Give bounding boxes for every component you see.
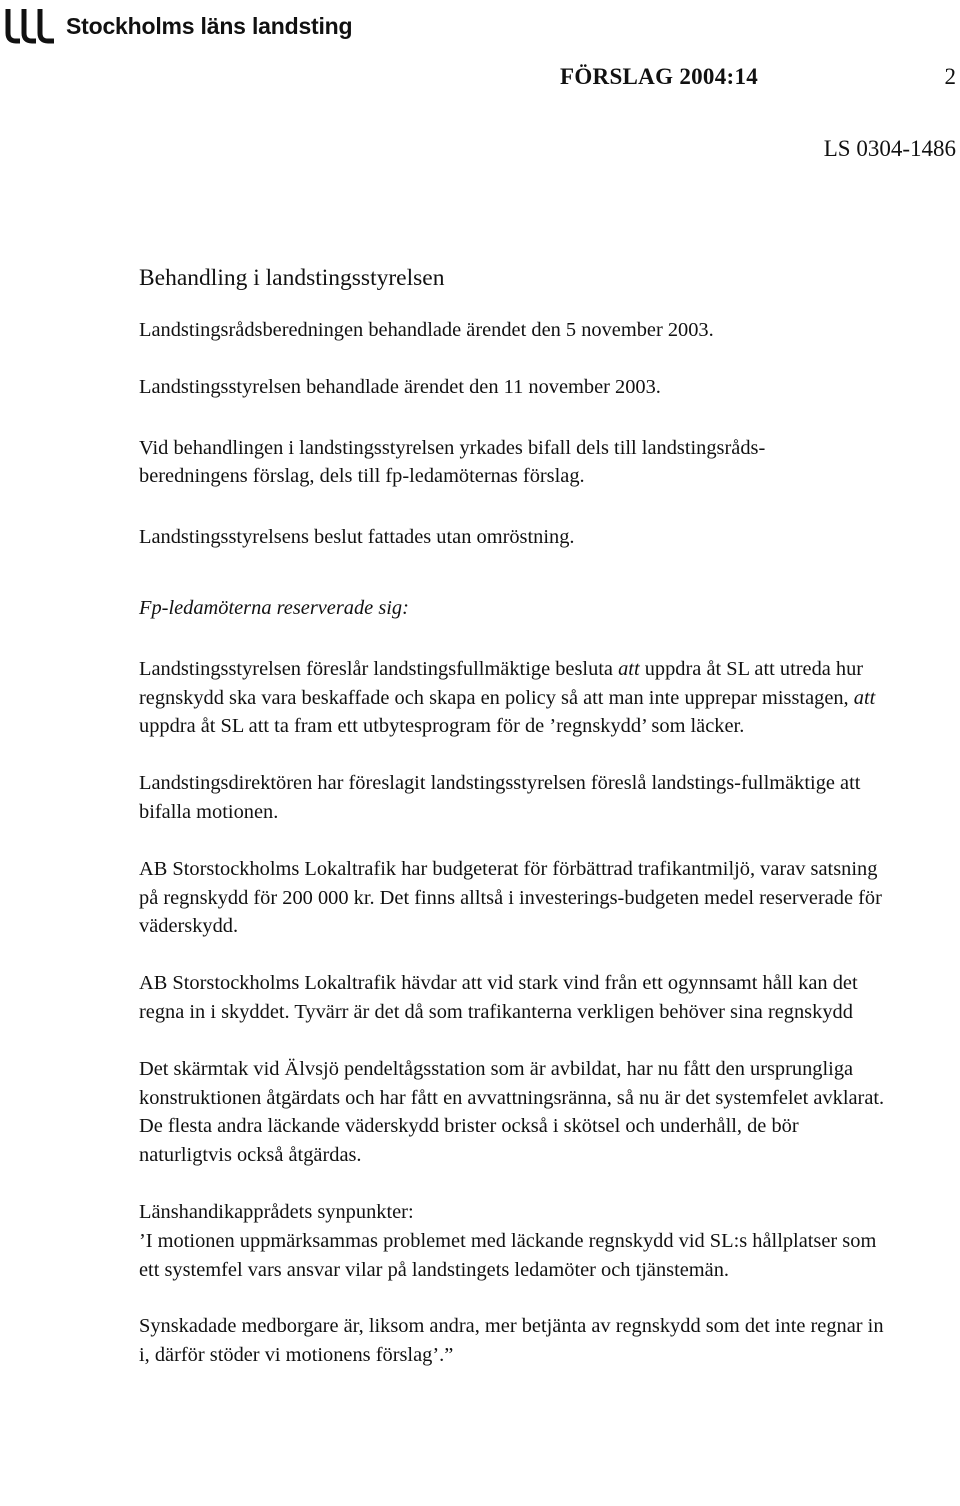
section-title: Behandling i landstingsstyrelsen	[139, 265, 445, 291]
paragraph-landstingsdirektoren: Landstingsdirektören har föreslagit landstingsstyrelsen föreslå landstings-fullmäktige att bifalla motionen.	[139, 772, 861, 823]
paragraph-yrkanden	[139, 434, 889, 492]
page-number: 2	[944, 64, 956, 89]
proposal-text-b: uppdra åt SL att utreda hur regnskydd ska vara beskaffade och skapa en policy så att man inte upprepar misstagen,	[139, 657, 864, 709]
att-emphasis: att	[618, 657, 640, 680]
document-id: FÖRSLAG 2004:14	[560, 64, 759, 89]
paragraph-beredning: Landstingsrådsberedningen behandlade ärendet den 5 november 2003.	[139, 319, 714, 341]
paragraph-vind: AB Storstockholms Lokaltrafik hävdar att vid stark vind från ett ogynnsamt håll kan det regna in i skyddet. Tyvärr är det då som trafikanterna verkligen behöver sina regnskydd	[139, 972, 858, 1023]
paragraph-handikappradet: ’I motionen uppmärksammas problemet med läckande regnskydd vid SL:s hållplatser som ett systemfel vars ansvar vilar på landstingets ledamöter och tjänstemän.	[139, 1229, 877, 1281]
paragraph-beslut: Landstingsstyrelsens beslut fattades utan omröstning.	[139, 526, 575, 549]
logo	[4, 6, 352, 46]
proposal-text-a: Landstingsstyrelsen föreslår landstingsfullmäktige besluta	[139, 657, 619, 680]
paragraph-yrkanden-line2: beredningens förslag, dels till fp-ledamöternas förslag.	[139, 465, 585, 488]
att-emphasis: att	[853, 686, 876, 709]
document-body	[139, 262, 889, 1370]
paragraph-yrkanden-line1: Vid behandlingen i landstingsstyrelsen yrkades bifall dels till landstingsråds-	[139, 436, 766, 459]
paragraph-styrelsen: Landstingsstyrelsen behandlade ärendet den 11 november 2003.	[139, 375, 661, 398]
paragraph-alvsjo: Det skärmtak vid Älvsjö pendeltågsstation som är avbildat, har nu fått den ursprungliga konstruktionen åtgärdats och har fått en avvattningsränna, så nu är det systemfelet avklarat. De flesta andra läckande väderskydd brister också i skötsel och underhåll, de bör naturligtvis också åtgärdas.	[139, 1057, 885, 1167]
proposal-text-c: uppdra åt SL att ta fram ett utbytesprogram för de ’regnskydd’ som läcker.	[139, 715, 745, 738]
paragraph-handikappradet-heading: Länshandikapprådets synpunkter:	[139, 1200, 414, 1223]
sll-logo-icon	[4, 7, 56, 45]
logo-text: Stockholms läns landsting	[66, 12, 353, 39]
reservation-heading: Fp-ledamöterna reserverade sig:	[139, 596, 409, 619]
reference-number: LS 0304-1486	[823, 136, 956, 161]
paragraph-synskadade: Synskadade medborgare är, liksom andra, mer betjänta av regnskydd som det inte regnar in i, därför stöder vi motionens förslag’.”	[139, 1315, 884, 1367]
paragraph-budget: AB Storstockholms Lokaltrafik har budgeterat för förbättrad trafikantmiljö, varav satsning på regnskydd för 200 000 kr. Det finns alltså i investerings-budgeten medel reserverade för väderskydd.	[139, 857, 882, 938]
reservation-proposal	[139, 655, 889, 741]
